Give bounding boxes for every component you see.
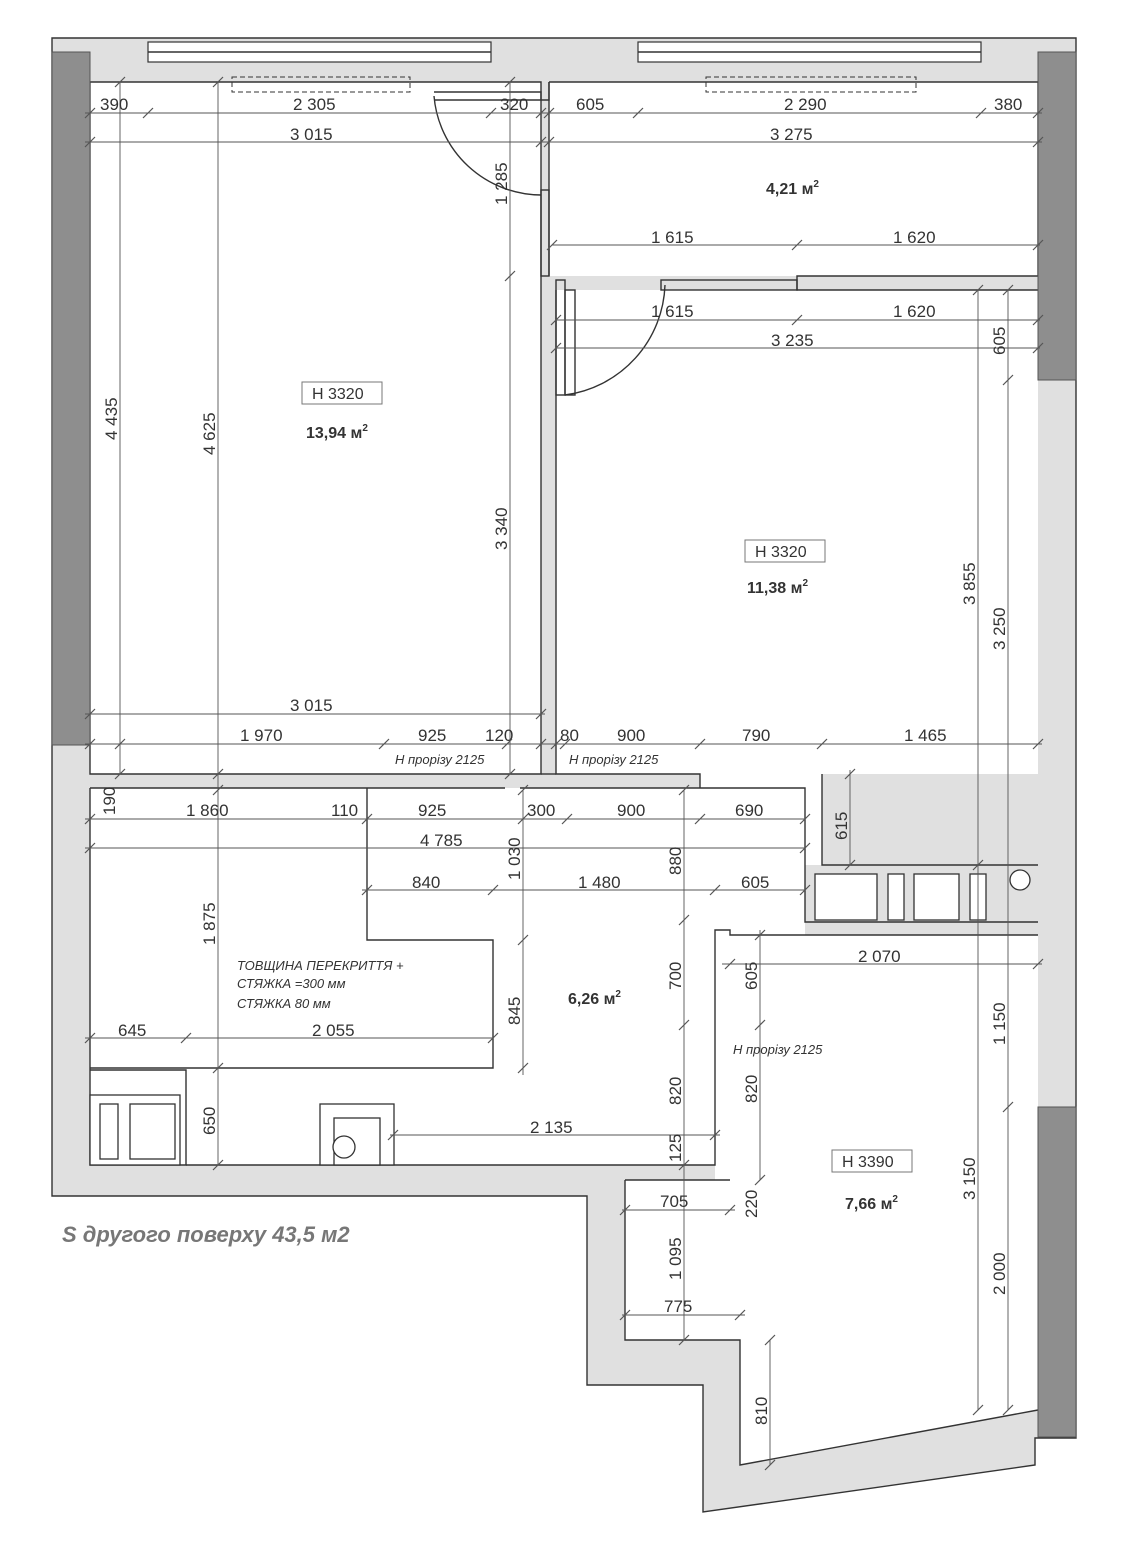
dim-text-vertical: 1 095 (666, 1237, 685, 1280)
dim-text: 1 860 (186, 801, 229, 820)
room-area: 13,94 $м^2$ (306, 423, 368, 442)
dim-text-vertical: 845 (505, 996, 524, 1025)
dim-text: 380 (994, 95, 1023, 114)
dim-text-vertical: 810 (752, 1396, 771, 1425)
dim-text-vertical: 220 (742, 1189, 761, 1218)
dim-text-vertical: 605 (990, 326, 1009, 355)
dim-text: 705 (660, 1192, 689, 1211)
opening-note: Н прорізу 2125 (569, 752, 659, 767)
dim-text-vertical: 4 435 (102, 397, 121, 440)
room-area: 4,21 $м^2$ (766, 179, 819, 198)
dim-text: 1 970 (240, 726, 283, 745)
floor-area-caption: S другого поверху 43,5 м2 (62, 1222, 350, 1247)
dim-text: 300 (527, 801, 556, 820)
dim-text-vertical: 820 (742, 1074, 761, 1103)
slab-note-line2: СТЯЖКА =300 мм (237, 976, 346, 991)
dim-text-vertical: 3 250 (990, 607, 1009, 650)
dim-text: 2 290 (784, 95, 827, 114)
dim-text: 3 275 (770, 125, 813, 144)
dim-text: 840 (412, 873, 441, 892)
dim-text: 900 (617, 726, 646, 745)
dim-text-vertical: 3 340 (492, 507, 511, 550)
dim-text-vertical: 125 (666, 1133, 685, 1162)
room-height-tag: Н 3390 (842, 1154, 894, 1171)
dim-text: 690 (735, 801, 764, 820)
dim-text-vertical: 1 150 (990, 1002, 1009, 1045)
dim-text: 1 620 (893, 302, 936, 321)
dim-text: 1 480 (578, 873, 621, 892)
dim-text: 605 (576, 95, 605, 114)
dim-text-vertical: 700 (666, 961, 685, 990)
dim-text-vertical: 3 150 (960, 1157, 979, 1200)
room-area: 11,38 $м^2$ (747, 578, 808, 597)
dim-text: 120 (485, 726, 514, 745)
dim-text: 110 (331, 801, 359, 820)
dim-text-vertical: 615 (832, 811, 851, 840)
dim-text-vertical: 1 875 (200, 902, 219, 945)
slab-note-line3: СТЯЖКА 80 мм (237, 996, 331, 1011)
dim-text: 2 055 (312, 1021, 355, 1040)
dim-text-vertical: 1 030 (505, 837, 524, 880)
dim-text: 790 (742, 726, 771, 745)
dim-text: 80 (560, 726, 579, 745)
room-area: 6,26 $м^2$ (568, 989, 621, 1008)
dim-text: 925 (418, 726, 447, 745)
dim-text-vertical: 650 (200, 1106, 219, 1135)
dim-text: 2 135 (530, 1118, 573, 1137)
dim-text: 3 235 (771, 331, 814, 350)
opening-note: Н прорізу 2125 (733, 1042, 823, 1057)
dim-text: 390 (100, 95, 129, 114)
room-area: 7,66 $м^2$ (845, 1194, 898, 1213)
dim-text-vertical: 2 000 (990, 1252, 1009, 1295)
dim-text: 320 (500, 95, 529, 114)
dim-text: 1 615 (651, 302, 694, 321)
dim-text-vertical: 605 (742, 961, 761, 990)
dim-text: 645 (118, 1021, 147, 1040)
room-height-tag: Н 3320 (755, 544, 807, 561)
dim-text: 1 615 (651, 228, 694, 247)
dim-text-vertical: 880 (666, 846, 685, 875)
slab-note-line1: ТОВЩИНА ПЕРЕКРИТТЯ + (237, 958, 404, 973)
dim-text: 1 465 (904, 726, 947, 745)
dim-text: 605 (741, 873, 770, 892)
dim-text: 3 015 (290, 125, 333, 144)
dim-text-vertical: 1 285 (492, 162, 511, 205)
dim-text: 900 (617, 801, 646, 820)
dim-text: 4 785 (420, 831, 463, 850)
dim-text: 925 (418, 801, 447, 820)
dim-text: 2 070 (858, 947, 901, 966)
dim-text-vertical: 820 (666, 1076, 685, 1105)
dim-text-vertical: 190 (100, 786, 119, 815)
room-height-tag: Н 3320 (312, 386, 364, 403)
dim-text: 1 620 (893, 228, 936, 247)
dim-text: 2 305 (293, 95, 336, 114)
dim-text: 3 015 (290, 696, 333, 715)
dim-text-vertical: 3 855 (960, 562, 979, 605)
dim-text: 775 (664, 1297, 693, 1316)
opening-note: Н прорізу 2125 (395, 752, 485, 767)
dim-text-vertical: 4 625 (200, 412, 219, 455)
